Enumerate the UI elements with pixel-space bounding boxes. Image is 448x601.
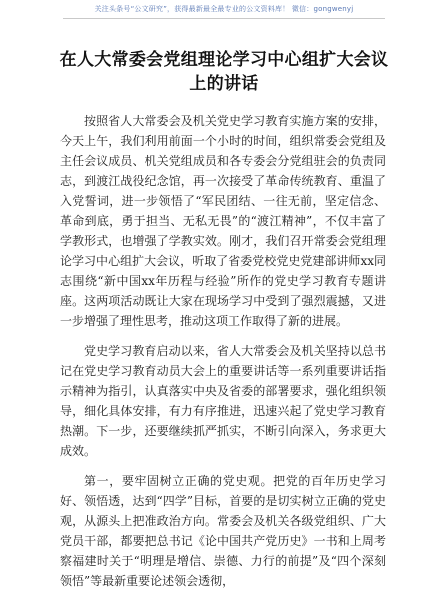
- document-body: [60, 111, 386, 601]
- body-paragraph: 第一，要牢固树立正确的党史观。把党的百年历史学习好、领悟透，达到“四学”目标，首要的是切实树立正确的党史观，从源头上把准政治方向。常委会及机关各级党组织、广大党员干部，都要把总书记《论中国共产党历史》一书和上周考察福建时关于“明理是增信、崇德、力行的前提”及“四个深刻领悟”等最新重要论述领会透彻，: [60, 474, 386, 588]
- header-note: 关注头条号“公文研究”，获得最新最全最专业的公文资料库！ 微信：gongwenyj: [94, 5, 354, 13]
- document-title: 在人大常委会党组理论学习中心组扩大会议上的讲话: [59, 50, 389, 94]
- body-paragraph: 按照省人大常委会及机关党史学习教育实施方案的安排，今天上午，我们利用前面一个小时的时间，组织常委会党组及主任会议成员、机关党组成员和各专委会分党组驻会的负责同志，到渡江战役纪念馆，再一次接受了革命传统教育、重温了入党誓词，进一步领悟了“军民团结、一往无前，坚定信念、革命到底，勇于担当、无私无畏”的“渡江精神”，不仅丰富了学教形式，也增强了学教实效。刚才，我们召开常委会党组理论学习中心组扩大会议，听取了省委党校党史党建部讲师xx同志围绕“新中国xx年历程与经验”所作的党史学习教育专题讲座。这两项活动既让大家在现场学习中受到了强烈震撼，又进一步增强了理性思考，推动这项工作取得了新的进展。: [60, 114, 386, 328]
- header-divider: [63, 18, 385, 19]
- body-paragraph: 党史学习教育启动以来，省人大常委会及机关坚持以总书记在党史学习教育动员大会上的重要讲话等一系列重要讲话指示精神为指引，认真落实中央及省委的部署要求，强化组织领导，细化具体安排，有力有序推进，迅速兴起了党史学习教育热潮。下一步，还要继续抓严抓实，不断引向深入，务求更大成效。: [60, 344, 386, 458]
